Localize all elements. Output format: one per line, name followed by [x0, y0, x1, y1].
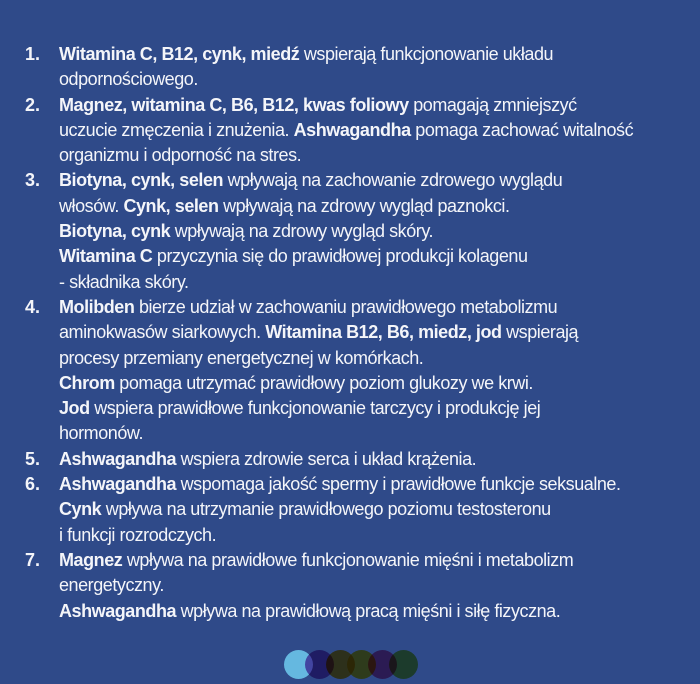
text-line	[59, 371, 700, 396]
benefit-text: uczucie zmęczenia i znużenia.	[59, 119, 294, 140]
text-line	[59, 42, 700, 67]
list-item-number: 7.	[25, 549, 41, 570]
benefit-text: - składnika skóry.	[59, 271, 189, 292]
benefit-text: energetyczny.	[59, 575, 164, 596]
benefit-text: i funkcji rozrodczych.	[59, 524, 217, 545]
text-line	[59, 346, 700, 371]
benefit-text: wpływa na prawidłową pracą mięśni i siłę fizyczna.	[176, 600, 561, 621]
text-line	[59, 194, 700, 219]
benefit-text: pomaga zachować witalność	[410, 119, 634, 140]
list-item-number: 2.	[25, 94, 41, 115]
benefit-text: wspiera zdrowie serca i układ krążenia.	[176, 448, 477, 469]
text-line	[59, 270, 700, 295]
text-line	[59, 599, 700, 624]
benefit-text: pomagają zmniejszyć	[408, 94, 577, 115]
text-line	[59, 472, 700, 497]
benefit-text: procesy przemiany energetycznej w komórkach.	[59, 347, 424, 368]
list-item	[0, 42, 700, 93]
text-line	[59, 244, 700, 269]
ingredient-name: Biotyna, cynk	[59, 221, 171, 242]
list-item	[0, 472, 700, 548]
ingredient-name: Ashwagandha	[59, 600, 177, 621]
list-item-number: 1.	[25, 44, 41, 64]
benefit-text: aminokwasów siarkowych.	[59, 322, 266, 343]
list-item-number: 5.	[25, 448, 41, 469]
ingredient-name: Magnez, witamina C, B6, B12, kwas foliowy	[59, 94, 409, 115]
benefit-text: wpływają na zdrowy wygląd paznokci.	[218, 195, 510, 216]
benefit-text: wpływają na zdrowy wygląd skóry.	[170, 221, 434, 242]
text-line	[59, 421, 700, 446]
ingredient-name: Molibden	[59, 296, 135, 317]
benefit-text: organizmu i odporność na stres.	[59, 145, 302, 166]
brand-logo-circles	[284, 650, 424, 680]
benefit-text: przyczynia się do prawidłowej produkcji kolagenu	[152, 246, 528, 267]
ingredient-name: Ashwagandha	[59, 448, 177, 469]
text-line	[59, 396, 700, 421]
benefit-text: odpornościowego.	[59, 69, 198, 90]
benefit-text: hormonów.	[59, 423, 143, 444]
text-line	[59, 219, 700, 244]
ingredient-name: Witamina C, B12, cynk, miedź	[59, 44, 300, 64]
benefit-text: wspierają funkcjonowanie układu	[299, 44, 554, 64]
list-item-number: 3.	[25, 170, 41, 191]
ingredient-name: Witamina C	[59, 246, 153, 267]
text-line	[59, 523, 700, 548]
benefit-text: wspierają	[501, 322, 579, 343]
text-line	[59, 168, 700, 193]
ingredient-name: Witamina B12, B6, miedz, jod	[265, 322, 502, 343]
text-line	[59, 93, 700, 118]
list-item-number: 6.	[25, 474, 41, 495]
list-item	[0, 93, 700, 169]
list-item	[0, 295, 700, 447]
text-line	[59, 67, 700, 92]
benefit-text: wpływają na zachowanie zdrowego wyglądu	[223, 170, 563, 191]
benefit-text: włosów.	[59, 195, 124, 216]
text-line	[59, 548, 700, 573]
text-line	[59, 118, 700, 143]
benefit-text: bierze udział w zachowaniu prawidłowego metabolizmu	[134, 296, 558, 317]
ingredient-name: Jod	[59, 398, 90, 419]
benefit-text: wpływa na prawidłowe funkcjonowanie mięśni i metabolizm	[122, 549, 574, 570]
list-item	[0, 168, 700, 294]
ingredient-name: Chrom	[59, 372, 115, 393]
text-line	[59, 295, 700, 320]
text-line	[59, 143, 700, 168]
benefit-text: wspomaga jakość spermy i prawidłowe funkcje seksualne.	[176, 474, 621, 495]
ingredient-name: Ashwagandha	[293, 119, 411, 140]
text-line	[59, 573, 700, 598]
ingredient-name: Magnez	[59, 549, 123, 570]
benefits-list	[0, 42, 700, 624]
list-item-number: 4.	[25, 296, 41, 317]
text-line	[59, 497, 700, 522]
logo-circle-icon	[389, 650, 418, 679]
benefit-text: wpływa na utrzymanie prawidłowego poziomu testosteronu	[101, 499, 551, 520]
benefit-text: pomaga utrzymać prawidłowy poziom glukozy we krwi.	[114, 372, 533, 393]
list-item	[0, 548, 700, 624]
text-line	[59, 320, 700, 345]
list-item	[0, 447, 700, 472]
ingredient-name: Cynk	[59, 499, 102, 520]
text-line	[59, 447, 700, 472]
ingredient-name: Ashwagandha	[59, 474, 177, 495]
benefit-text: wspiera prawidłowe funkcjonowanie tarczycy i produkcję jej	[89, 398, 541, 419]
ingredient-name: Biotyna, cynk, selen	[59, 170, 224, 191]
ingredient-name: Cynk, selen	[123, 195, 219, 216]
